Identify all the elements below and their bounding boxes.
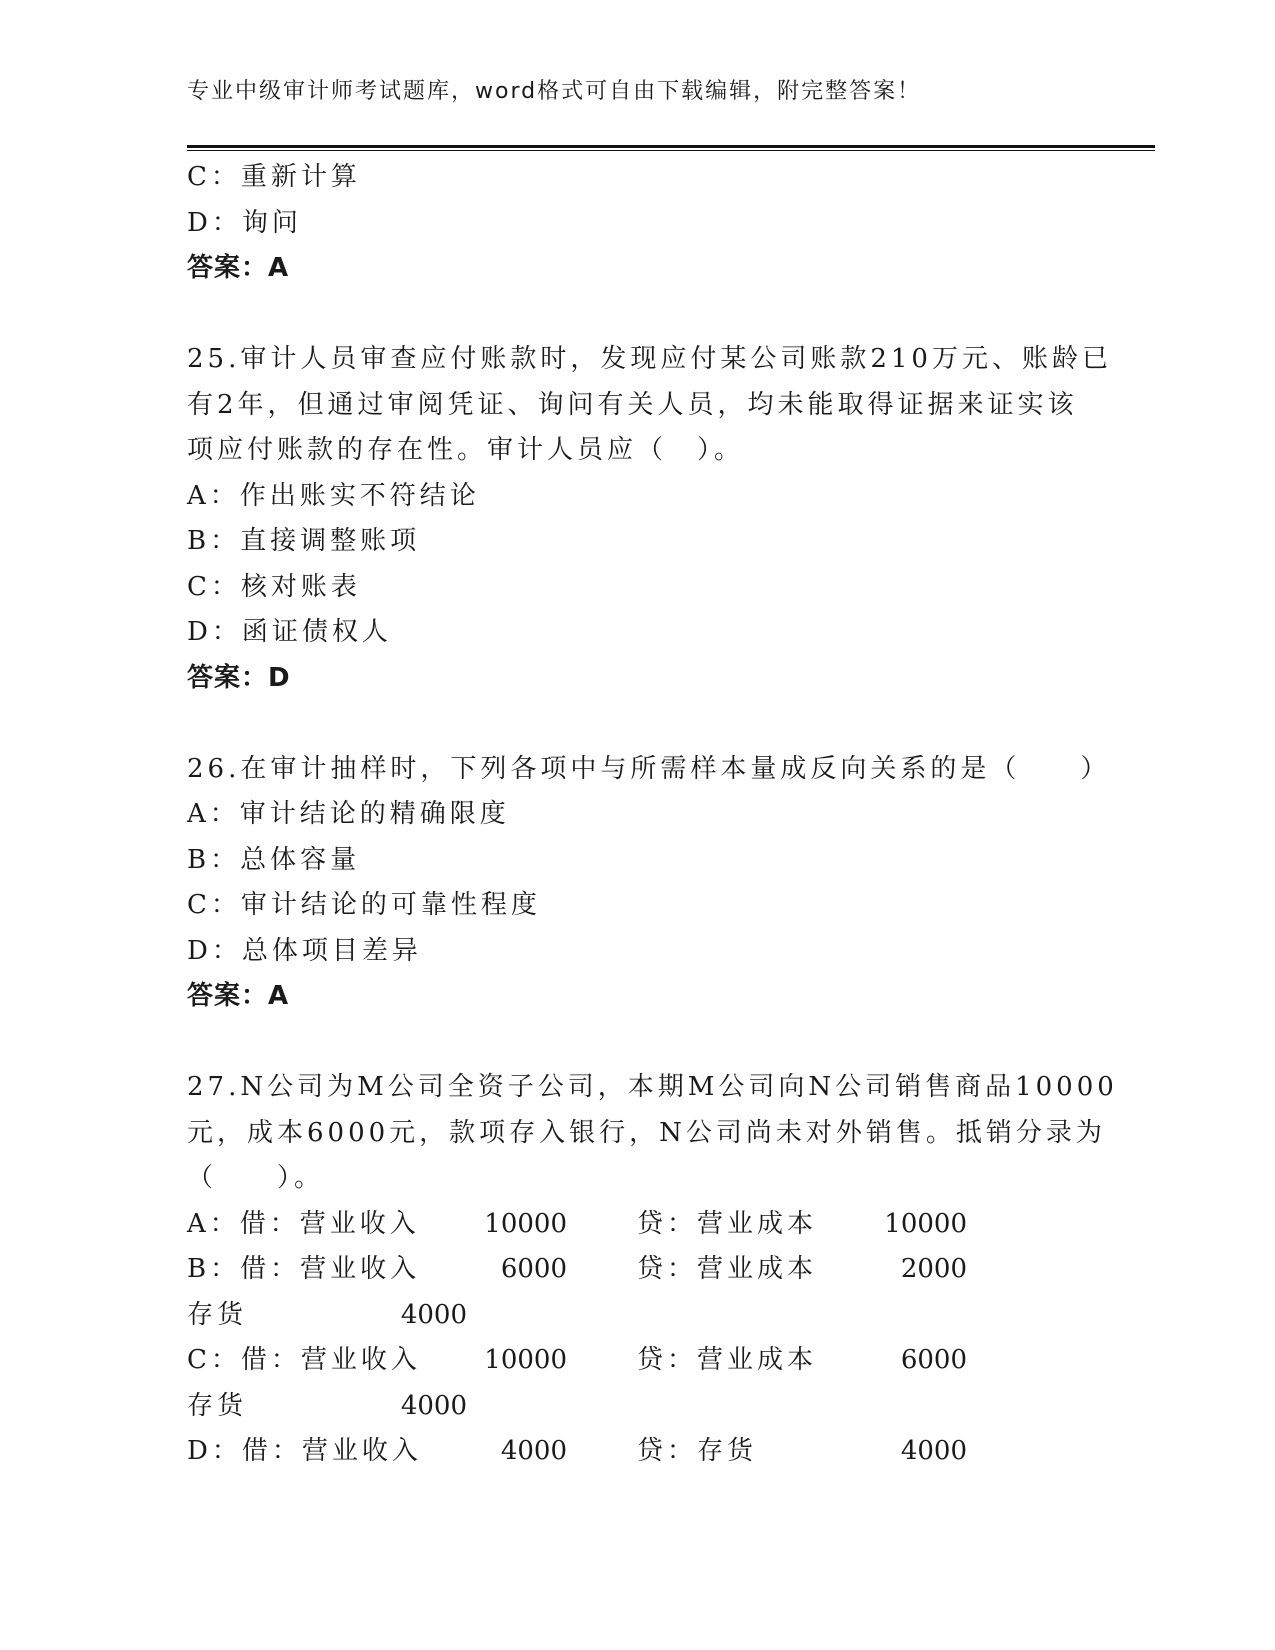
credit-account: 贷：营业成本 bbox=[637, 1208, 818, 1239]
credit-account: 贷：营业成本 bbox=[637, 1345, 818, 1375]
option-a: A：审计结论的精确限度 bbox=[187, 799, 510, 829]
question-text: 26.在审计抽样时，下列各项中与所需样本量成反向关系的是（ ） bbox=[187, 753, 1111, 784]
header-rule-thick bbox=[187, 145, 1155, 148]
question-text: 有2年，但通过审阅凭证、询问有关人员，均未能取得证据来证实该 bbox=[187, 389, 1078, 420]
sub-amount: 4000 bbox=[400, 1299, 467, 1330]
question-content bbox=[187, 155, 1118, 1475]
option-c: C：重新计算 bbox=[187, 162, 361, 192]
debit-amount: 10000 bbox=[484, 1208, 567, 1239]
option-d-entry bbox=[187, 1429, 1087, 1475]
option-d: D：询问 bbox=[187, 207, 302, 238]
credit-account: 贷：营业成本 bbox=[637, 1254, 818, 1284]
option-b: B：直接调整账项 bbox=[187, 526, 421, 556]
question-text: 27.N公司为M公司全资子公司，本期M公司向N公司销售商品10000 bbox=[187, 1072, 1118, 1102]
question-text: 25.审计人员审查应付账款时，发现应付某公司账款210万元、账龄已 bbox=[187, 344, 1112, 374]
question-text: 项应付账款的存在性。审计人员应（ ）。 bbox=[187, 435, 745, 465]
credit-amount: 4000 bbox=[900, 1436, 967, 1466]
answer-line: 答案：A bbox=[187, 253, 290, 283]
question-25 bbox=[187, 337, 1112, 701]
option-d: D：总体项目差异 bbox=[187, 935, 422, 966]
credit-account: 贷：存货 bbox=[637, 1436, 758, 1466]
debit-account: B：借：营业收入 bbox=[187, 1254, 421, 1284]
option-c: C：审计结论的可靠性程度 bbox=[187, 890, 541, 920]
question-26 bbox=[187, 747, 1111, 1020]
credit-amount: 6000 bbox=[900, 1345, 967, 1375]
debit-account: A：借：营业收入 bbox=[187, 1208, 420, 1239]
debit-account: D：借：营业收入 bbox=[187, 1436, 422, 1466]
debit-account: C：借：营业收入 bbox=[187, 1345, 421, 1375]
header-rule-thin bbox=[187, 150, 1155, 151]
option-d: D：函证债权人 bbox=[187, 617, 392, 647]
question-27 bbox=[187, 1065, 1118, 1475]
question-text: 元，成本6000元，款项存入银行，N公司尚未对外销售。抵销分录为 bbox=[187, 1117, 1106, 1148]
option-b-sub-entry bbox=[187, 1293, 1087, 1339]
debit-amount: 10000 bbox=[484, 1345, 567, 1375]
sub-account: 存货 bbox=[187, 1299, 248, 1330]
question-text: （ ）。 bbox=[187, 1163, 325, 1193]
debit-amount: 6000 bbox=[500, 1254, 567, 1284]
answer-line: 答案：D bbox=[187, 662, 291, 693]
sub-amount: 4000 bbox=[400, 1390, 467, 1421]
option-c: C：核对账表 bbox=[187, 571, 361, 602]
option-b: B：总体容量 bbox=[187, 844, 361, 875]
option-a: A：作出账实不符结论 bbox=[187, 480, 480, 511]
credit-amount: 2000 bbox=[900, 1254, 967, 1284]
option-c-entry bbox=[187, 1338, 1087, 1384]
answer-line: 答案：A bbox=[187, 981, 290, 1011]
credit-amount: 10000 bbox=[884, 1208, 967, 1239]
option-a-entry bbox=[187, 1202, 1087, 1248]
option-c-sub-entry bbox=[187, 1384, 1087, 1430]
sub-account: 存货 bbox=[187, 1390, 248, 1421]
page-header: 专业中级审计师考试题库，word格式可自由下载编辑，附完整答案！ bbox=[187, 79, 922, 104]
option-b-entry bbox=[187, 1247, 1087, 1293]
debit-amount: 4000 bbox=[500, 1436, 567, 1466]
